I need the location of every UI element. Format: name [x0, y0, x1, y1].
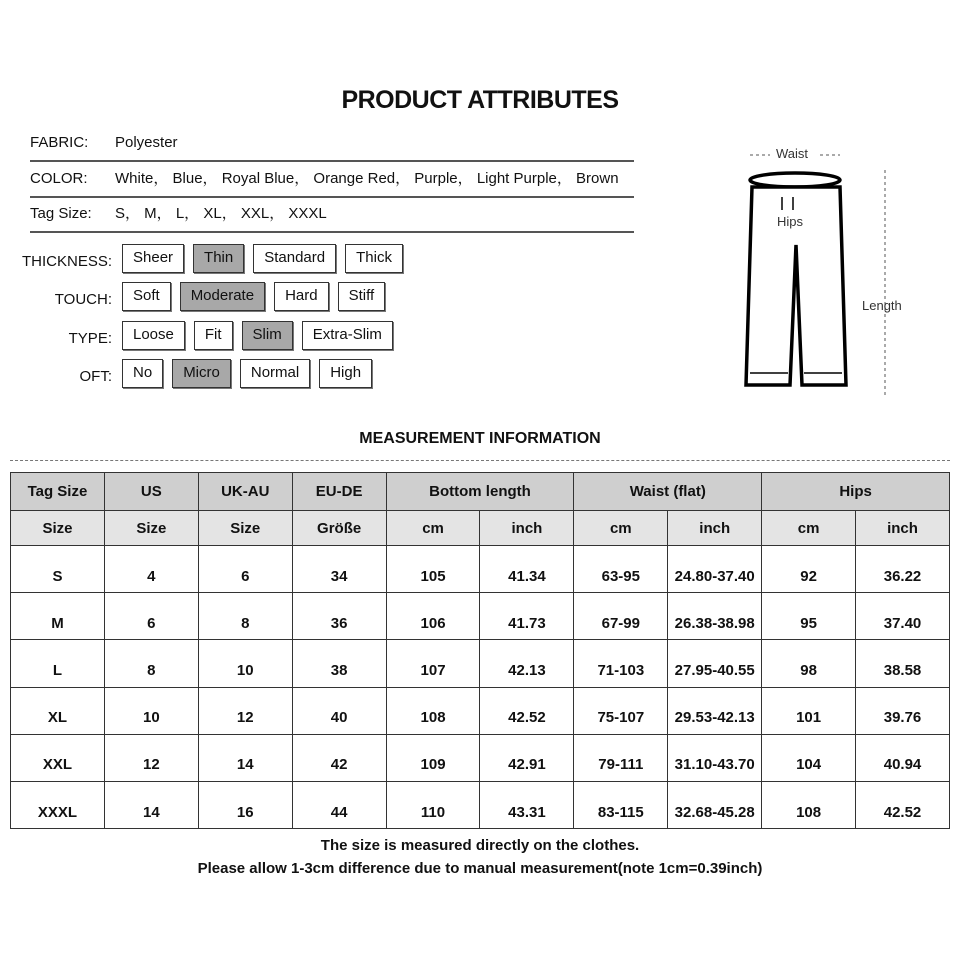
table-cell: 29.53-42.13	[668, 687, 762, 734]
attr-tag-size	[30, 196, 634, 232]
attr-label: FABRIC:	[30, 134, 89, 151]
option-row	[0, 320, 402, 350]
table-cell: 36	[292, 593, 386, 640]
table-cell: 71-103	[574, 640, 668, 687]
table-cell: L	[11, 640, 105, 687]
attr-fabric	[30, 125, 634, 161]
table-row	[11, 734, 950, 781]
header-cell: US	[104, 473, 198, 511]
table-cell: 83-115	[574, 781, 668, 828]
option-chip: Loose	[122, 321, 185, 350]
table-cell: 6	[198, 546, 292, 593]
subheader-cell: inch	[856, 511, 950, 546]
table-row	[11, 640, 950, 687]
table-cell: M	[11, 593, 105, 640]
table-cell: 16	[198, 781, 292, 828]
option-label: TOUCH:	[54, 290, 112, 308]
subheader-cell: cm	[762, 511, 856, 546]
table-cell: 38.58	[856, 640, 950, 687]
option-row	[0, 358, 381, 388]
table-cell: 67-99	[574, 593, 668, 640]
option-row	[0, 281, 394, 311]
table-cell: 41.34	[480, 546, 574, 593]
table-cell: 31.10-43.70	[668, 734, 762, 781]
table-cell: 34	[292, 546, 386, 593]
table-cell: 42.52	[480, 687, 574, 734]
option-chip: Standard	[253, 244, 336, 273]
option-label: OFT:	[79, 367, 112, 385]
subheader-cell: Größe	[292, 511, 386, 546]
option-chip: No	[122, 359, 163, 388]
attr-value: White， Blue， Royal Blue， Orange Red， Purple， Light Purple， Brown	[115, 170, 619, 187]
table-cell: 40	[292, 687, 386, 734]
subheader-cell: Size	[104, 511, 198, 546]
table-cell: 24.80-37.40	[668, 546, 762, 593]
attr-label: Tag Size:	[30, 205, 92, 222]
option-row	[0, 243, 412, 273]
option-chip: Hard	[274, 282, 329, 311]
option-label: THICKNESS:	[21, 252, 112, 270]
table-cell: 75-107	[574, 687, 668, 734]
option-chip: Soft	[122, 282, 171, 311]
table-cell: 27.95-40.55	[668, 640, 762, 687]
dashed-divider	[10, 460, 950, 461]
table-cell: S	[11, 546, 105, 593]
table-cell: 36.22	[856, 546, 950, 593]
table-cell: 107	[386, 640, 480, 687]
table-cell: 106	[386, 593, 480, 640]
option-chip: Moderate	[180, 282, 265, 311]
table-cell: 26.38-38.98	[668, 593, 762, 640]
table-cell: 4	[104, 546, 198, 593]
header-cell: UK-AU	[198, 473, 292, 511]
length-label: Length	[862, 298, 902, 313]
attr-label: COLOR:	[30, 170, 88, 187]
table-cell: 8	[198, 593, 292, 640]
pants-diagram-icon	[730, 145, 910, 405]
table-cell: 101	[762, 687, 856, 734]
table-cell: 32.68-45.28	[668, 781, 762, 828]
table-cell: 63-95	[574, 546, 668, 593]
table-cell: 108	[386, 687, 480, 734]
option-label: TYPE:	[68, 329, 112, 347]
waist-label: Waist	[776, 146, 809, 161]
table-cell: 79-111	[574, 734, 668, 781]
option-chip: Micro	[172, 359, 231, 388]
option-chip: Thick	[345, 244, 403, 273]
table-cell: XL	[11, 687, 105, 734]
table-cell: 108	[762, 781, 856, 828]
subheader-cell: cm	[574, 511, 668, 546]
table-cell: 41.73	[480, 593, 574, 640]
header-cell: Bottom length	[386, 473, 574, 511]
header-cell: EU-DE	[292, 473, 386, 511]
table-cell: 14	[104, 781, 198, 828]
option-chip: Normal	[240, 359, 310, 388]
subheader-cell: Size	[198, 511, 292, 546]
attr-value: S， M， L， XL， XXL， XXXL	[115, 205, 327, 222]
table-cell: 95	[762, 593, 856, 640]
table-cell: 6	[104, 593, 198, 640]
header-cell: Hips	[762, 473, 950, 511]
option-chip: High	[319, 359, 372, 388]
note-1: The size is measured directly on the clothes.	[320, 837, 640, 854]
note-2: Please allow 1-3cm difference due to manual measurement(note 1cm=0.39inch)	[197, 860, 763, 877]
table-cell: 109	[386, 734, 480, 781]
table-cell: 92	[762, 546, 856, 593]
attr-value: Polyester	[115, 134, 178, 151]
option-chip: Thin	[193, 244, 244, 273]
option-chip: Extra-Slim	[302, 321, 393, 350]
table-cell: 98	[762, 640, 856, 687]
attr-color	[30, 161, 634, 197]
option-chip: Slim	[242, 321, 293, 350]
table-row	[11, 781, 950, 828]
table-cell: 39.76	[856, 687, 950, 734]
size-table	[10, 472, 950, 829]
table-cell: 14	[198, 734, 292, 781]
table-cell: 10	[198, 640, 292, 687]
table-cell: 38	[292, 640, 386, 687]
table-row	[11, 546, 950, 593]
table-cell: 8	[104, 640, 198, 687]
option-chip: Fit	[194, 321, 233, 350]
table-cell: 104	[762, 734, 856, 781]
table-row	[11, 593, 950, 640]
option-chip: Stiff	[338, 282, 386, 311]
page-title: PRODUCT ATTRIBUTES	[341, 86, 619, 114]
table-cell: 110	[386, 781, 480, 828]
table-cell: 105	[386, 546, 480, 593]
table-cell: 42	[292, 734, 386, 781]
table-cell: XXL	[11, 734, 105, 781]
table-cell: XXXL	[11, 781, 105, 828]
table-cell: 42.13	[480, 640, 574, 687]
subheader-cell: Size	[11, 511, 105, 546]
subheader-cell: inch	[480, 511, 574, 546]
table-cell: 40.94	[856, 734, 950, 781]
table-cell: 42.91	[480, 734, 574, 781]
divider	[30, 231, 634, 233]
table-cell: 44	[292, 781, 386, 828]
header-cell: Tag Size	[11, 473, 105, 511]
header-cell: Waist (flat)	[574, 473, 762, 511]
table-cell: 12	[104, 734, 198, 781]
hips-label: Hips	[777, 214, 804, 229]
table-cell: 43.31	[480, 781, 574, 828]
table-row	[11, 687, 950, 734]
option-chip: Sheer	[122, 244, 184, 273]
measurement-title: MEASUREMENT INFORMATION	[359, 430, 601, 447]
table-cell: 10	[104, 687, 198, 734]
table-cell: 42.52	[856, 781, 950, 828]
subheader-cell: inch	[668, 511, 762, 546]
subheader-cell: cm	[386, 511, 480, 546]
table-cell: 37.40	[856, 593, 950, 640]
table-cell: 12	[198, 687, 292, 734]
